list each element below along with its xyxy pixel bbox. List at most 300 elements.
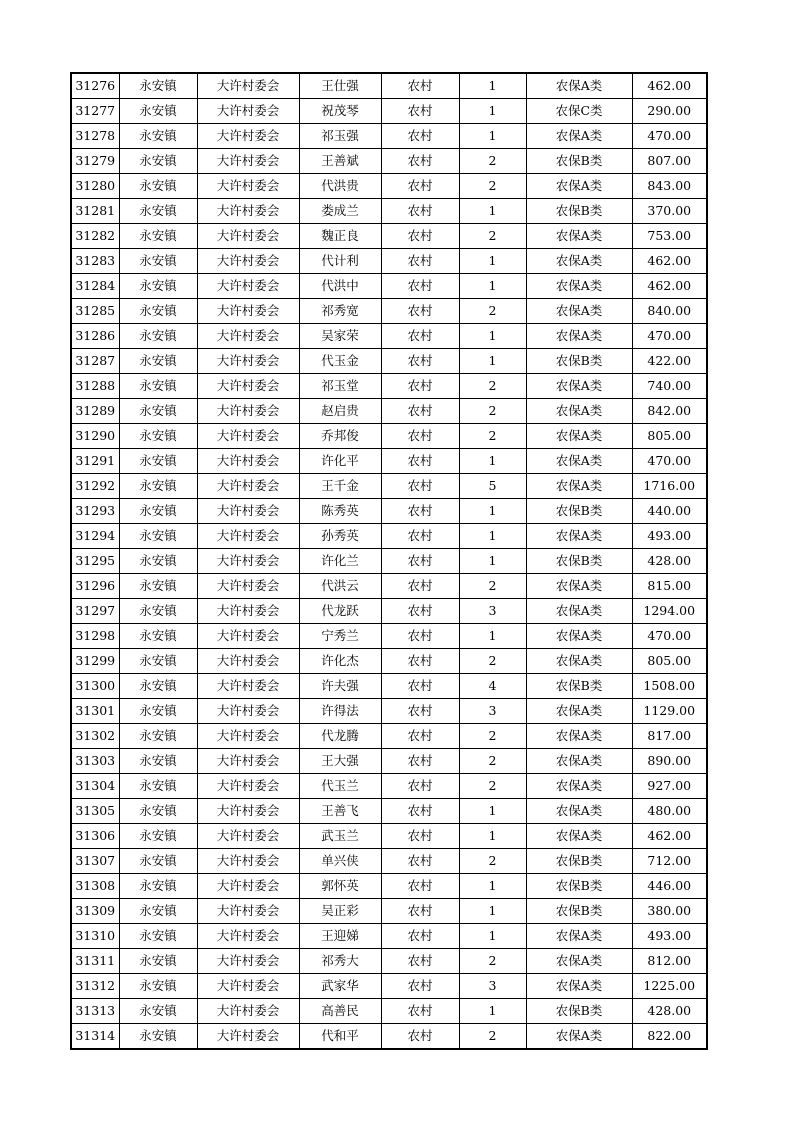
area-cell: 农村 <box>381 849 459 874</box>
town-cell: 永安镇 <box>119 449 197 474</box>
id-cell: 31285 <box>71 299 119 324</box>
id-cell: 31299 <box>71 649 119 674</box>
amount-cell: 440.00 <box>632 499 707 524</box>
name-cell: 王善飞 <box>299 799 381 824</box>
table-row <box>71 524 707 549</box>
village-cell: 大许村委会 <box>197 174 299 199</box>
id-cell: 31301 <box>71 699 119 724</box>
area-cell: 农村 <box>381 949 459 974</box>
village-cell: 大许村委会 <box>197 374 299 399</box>
amount-cell: 1129.00 <box>632 699 707 724</box>
category-cell: 农保B类 <box>526 499 632 524</box>
id-cell: 31306 <box>71 824 119 849</box>
table-row <box>71 824 707 849</box>
table-row <box>71 1024 707 1050</box>
count-cell: 1 <box>459 99 526 124</box>
area-cell: 农村 <box>381 649 459 674</box>
id-cell: 31284 <box>71 274 119 299</box>
area-cell: 农村 <box>381 249 459 274</box>
name-cell: 代玉兰 <box>299 774 381 799</box>
count-cell: 1 <box>459 124 526 149</box>
id-cell: 31304 <box>71 774 119 799</box>
count-cell: 2 <box>459 399 526 424</box>
name-cell: 祁玉堂 <box>299 374 381 399</box>
table-row <box>71 849 707 874</box>
amount-cell: 1294.00 <box>632 599 707 624</box>
area-cell: 农村 <box>381 749 459 774</box>
count-cell: 3 <box>459 974 526 999</box>
amount-cell: 807.00 <box>632 149 707 174</box>
table-row <box>71 974 707 999</box>
count-cell: 4 <box>459 674 526 699</box>
category-cell: 农保B类 <box>526 899 632 924</box>
table-row <box>71 174 707 199</box>
id-cell: 31289 <box>71 399 119 424</box>
table-row <box>71 249 707 274</box>
town-cell: 永安镇 <box>119 474 197 499</box>
name-cell: 代龙跃 <box>299 599 381 624</box>
table-row <box>71 349 707 374</box>
village-cell: 大许村委会 <box>197 774 299 799</box>
village-cell: 大许村委会 <box>197 824 299 849</box>
town-cell: 永安镇 <box>119 224 197 249</box>
name-cell: 代和平 <box>299 1024 381 1050</box>
town-cell: 永安镇 <box>119 124 197 149</box>
name-cell: 宁秀兰 <box>299 624 381 649</box>
count-cell: 1 <box>459 199 526 224</box>
amount-cell: 493.00 <box>632 924 707 949</box>
count-cell: 2 <box>459 774 526 799</box>
village-cell: 大许村委会 <box>197 724 299 749</box>
amount-cell: 817.00 <box>632 724 707 749</box>
count-cell: 2 <box>459 574 526 599</box>
amount-cell: 470.00 <box>632 324 707 349</box>
count-cell: 1 <box>459 274 526 299</box>
amount-cell: 753.00 <box>632 224 707 249</box>
table-row <box>71 449 707 474</box>
id-cell: 31278 <box>71 124 119 149</box>
category-cell: 农保B类 <box>526 149 632 174</box>
id-cell: 31297 <box>71 599 119 624</box>
table-row <box>71 424 707 449</box>
count-cell: 1 <box>459 799 526 824</box>
id-cell: 31277 <box>71 99 119 124</box>
town-cell: 永安镇 <box>119 73 197 99</box>
category-cell: 农保A类 <box>526 249 632 274</box>
table-row <box>71 549 707 574</box>
village-cell: 大许村委会 <box>197 474 299 499</box>
count-cell: 2 <box>459 949 526 974</box>
table-row <box>71 649 707 674</box>
name-cell: 高善民 <box>299 999 381 1024</box>
count-cell: 2 <box>459 749 526 774</box>
category-cell: 农保A类 <box>526 524 632 549</box>
category-cell: 农保A类 <box>526 799 632 824</box>
area-cell: 农村 <box>381 324 459 349</box>
amount-cell: 470.00 <box>632 624 707 649</box>
village-cell: 大许村委会 <box>197 124 299 149</box>
category-cell: 农保B类 <box>526 999 632 1024</box>
id-cell: 31292 <box>71 474 119 499</box>
town-cell: 永安镇 <box>119 624 197 649</box>
category-cell: 农保A类 <box>526 574 632 599</box>
village-cell: 大许村委会 <box>197 524 299 549</box>
id-cell: 31288 <box>71 374 119 399</box>
area-cell: 农村 <box>381 424 459 449</box>
table-row <box>71 599 707 624</box>
name-cell: 孙秀英 <box>299 524 381 549</box>
category-cell: 农保A类 <box>526 299 632 324</box>
table-body <box>71 73 707 1049</box>
count-cell: 2 <box>459 1024 526 1050</box>
town-cell: 永安镇 <box>119 599 197 624</box>
name-cell: 许化杰 <box>299 649 381 674</box>
village-cell: 大许村委会 <box>197 499 299 524</box>
town-cell: 永安镇 <box>119 1024 197 1050</box>
count-cell: 2 <box>459 224 526 249</box>
town-cell: 永安镇 <box>119 949 197 974</box>
table-row <box>71 749 707 774</box>
amount-cell: 422.00 <box>632 349 707 374</box>
area-cell: 农村 <box>381 599 459 624</box>
town-cell: 永安镇 <box>119 824 197 849</box>
id-cell: 31280 <box>71 174 119 199</box>
town-cell: 永安镇 <box>119 274 197 299</box>
category-cell: 农保A类 <box>526 599 632 624</box>
name-cell: 魏正良 <box>299 224 381 249</box>
area-cell: 农村 <box>381 474 459 499</box>
id-cell: 31309 <box>71 899 119 924</box>
table-row <box>71 724 707 749</box>
town-cell: 永安镇 <box>119 849 197 874</box>
id-cell: 31308 <box>71 874 119 899</box>
name-cell: 许夫强 <box>299 674 381 699</box>
name-cell: 陈秀英 <box>299 499 381 524</box>
category-cell: 农保A类 <box>526 399 632 424</box>
name-cell: 武家华 <box>299 974 381 999</box>
category-cell: 农保B类 <box>526 199 632 224</box>
id-cell: 31302 <box>71 724 119 749</box>
town-cell: 永安镇 <box>119 324 197 349</box>
village-cell: 大许村委会 <box>197 224 299 249</box>
table-row <box>71 774 707 799</box>
town-cell: 永安镇 <box>119 524 197 549</box>
name-cell: 祁秀宽 <box>299 299 381 324</box>
data-table <box>70 72 708 1050</box>
count-cell: 1 <box>459 249 526 274</box>
count-cell: 1 <box>459 524 526 549</box>
table-row <box>71 699 707 724</box>
count-cell: 1 <box>459 824 526 849</box>
area-cell: 农村 <box>381 724 459 749</box>
village-cell: 大许村委会 <box>197 649 299 674</box>
name-cell: 王千金 <box>299 474 381 499</box>
count-cell: 2 <box>459 724 526 749</box>
category-cell: 农保A类 <box>526 649 632 674</box>
id-cell: 31279 <box>71 149 119 174</box>
table-row <box>71 274 707 299</box>
id-cell: 31312 <box>71 974 119 999</box>
table-row <box>71 674 707 699</box>
area-cell: 农村 <box>381 374 459 399</box>
village-cell: 大许村委会 <box>197 749 299 774</box>
id-cell: 31311 <box>71 949 119 974</box>
village-cell: 大许村委会 <box>197 899 299 924</box>
name-cell: 代洪云 <box>299 574 381 599</box>
amount-cell: 740.00 <box>632 374 707 399</box>
amount-cell: 462.00 <box>632 73 707 99</box>
name-cell: 吴家荣 <box>299 324 381 349</box>
name-cell: 许化兰 <box>299 549 381 574</box>
name-cell: 许得法 <box>299 699 381 724</box>
name-cell: 祝茂琴 <box>299 99 381 124</box>
area-cell: 农村 <box>381 499 459 524</box>
count-cell: 3 <box>459 599 526 624</box>
village-cell: 大许村委会 <box>197 699 299 724</box>
count-cell: 2 <box>459 149 526 174</box>
area-cell: 农村 <box>381 974 459 999</box>
amount-cell: 890.00 <box>632 749 707 774</box>
count-cell: 1 <box>459 499 526 524</box>
amount-cell: 462.00 <box>632 249 707 274</box>
amount-cell: 493.00 <box>632 524 707 549</box>
village-cell: 大许村委会 <box>197 849 299 874</box>
table-row <box>71 299 707 324</box>
count-cell: 1 <box>459 624 526 649</box>
id-cell: 31294 <box>71 524 119 549</box>
town-cell: 永安镇 <box>119 399 197 424</box>
count-cell: 1 <box>459 73 526 99</box>
area-cell: 农村 <box>381 349 459 374</box>
table-row <box>71 899 707 924</box>
town-cell: 永安镇 <box>119 874 197 899</box>
table-row <box>71 374 707 399</box>
area-cell: 农村 <box>381 199 459 224</box>
count-cell: 1 <box>459 924 526 949</box>
name-cell: 代玉金 <box>299 349 381 374</box>
name-cell: 王大强 <box>299 749 381 774</box>
amount-cell: 1225.00 <box>632 974 707 999</box>
table-row <box>71 324 707 349</box>
table-row <box>71 149 707 174</box>
id-cell: 31305 <box>71 799 119 824</box>
count-cell: 1 <box>459 349 526 374</box>
category-cell: 农保A类 <box>526 949 632 974</box>
village-cell: 大许村委会 <box>197 399 299 424</box>
area-cell: 农村 <box>381 874 459 899</box>
amount-cell: 712.00 <box>632 849 707 874</box>
table-row <box>71 949 707 974</box>
town-cell: 永安镇 <box>119 374 197 399</box>
village-cell: 大许村委会 <box>197 924 299 949</box>
amount-cell: 446.00 <box>632 874 707 899</box>
amount-cell: 822.00 <box>632 1024 707 1050</box>
area-cell: 农村 <box>381 124 459 149</box>
id-cell: 31298 <box>71 624 119 649</box>
category-cell: 农保A类 <box>526 174 632 199</box>
village-cell: 大许村委会 <box>197 974 299 999</box>
village-cell: 大许村委会 <box>197 424 299 449</box>
table-row <box>71 474 707 499</box>
town-cell: 永安镇 <box>119 149 197 174</box>
village-cell: 大许村委会 <box>197 949 299 974</box>
area-cell: 农村 <box>381 224 459 249</box>
id-cell: 31300 <box>71 674 119 699</box>
id-cell: 31282 <box>71 224 119 249</box>
town-cell: 永安镇 <box>119 774 197 799</box>
amount-cell: 428.00 <box>632 999 707 1024</box>
area-cell: 农村 <box>381 624 459 649</box>
area-cell: 农村 <box>381 674 459 699</box>
table-row <box>71 874 707 899</box>
category-cell: 农保B类 <box>526 674 632 699</box>
amount-cell: 480.00 <box>632 799 707 824</box>
town-cell: 永安镇 <box>119 574 197 599</box>
category-cell: 农保A类 <box>526 624 632 649</box>
category-cell: 农保B类 <box>526 849 632 874</box>
count-cell: 3 <box>459 699 526 724</box>
count-cell: 1 <box>459 899 526 924</box>
town-cell: 永安镇 <box>119 424 197 449</box>
id-cell: 31310 <box>71 924 119 949</box>
name-cell: 王迎娣 <box>299 924 381 949</box>
id-cell: 31307 <box>71 849 119 874</box>
category-cell: 农保A类 <box>526 324 632 349</box>
category-cell: 农保A类 <box>526 724 632 749</box>
id-cell: 31314 <box>71 1024 119 1050</box>
category-cell: 农保A类 <box>526 474 632 499</box>
table-row <box>71 124 707 149</box>
category-cell: 农保A类 <box>526 824 632 849</box>
id-cell: 31283 <box>71 249 119 274</box>
category-cell: 农保B类 <box>526 549 632 574</box>
category-cell: 农保A类 <box>526 749 632 774</box>
village-cell: 大许村委会 <box>197 299 299 324</box>
category-cell: 农保A类 <box>526 774 632 799</box>
id-cell: 31293 <box>71 499 119 524</box>
amount-cell: 290.00 <box>632 99 707 124</box>
id-cell: 31276 <box>71 73 119 99</box>
town-cell: 永安镇 <box>119 724 197 749</box>
name-cell: 代龙腾 <box>299 724 381 749</box>
id-cell: 31287 <box>71 349 119 374</box>
amount-cell: 805.00 <box>632 649 707 674</box>
area-cell: 农村 <box>381 924 459 949</box>
name-cell: 代计利 <box>299 249 381 274</box>
count-cell: 1 <box>459 324 526 349</box>
amount-cell: 470.00 <box>632 124 707 149</box>
name-cell: 祁玉强 <box>299 124 381 149</box>
amount-cell: 927.00 <box>632 774 707 799</box>
category-cell: 农保A类 <box>526 699 632 724</box>
id-cell: 31286 <box>71 324 119 349</box>
category-cell: 农保A类 <box>526 424 632 449</box>
area-cell: 农村 <box>381 549 459 574</box>
count-cell: 2 <box>459 649 526 674</box>
amount-cell: 462.00 <box>632 824 707 849</box>
count-cell: 2 <box>459 299 526 324</box>
category-cell: 农保B类 <box>526 349 632 374</box>
name-cell: 代洪贵 <box>299 174 381 199</box>
town-cell: 永安镇 <box>119 649 197 674</box>
area-cell: 农村 <box>381 824 459 849</box>
amount-cell: 380.00 <box>632 899 707 924</box>
amount-cell: 840.00 <box>632 299 707 324</box>
town-cell: 永安镇 <box>119 349 197 374</box>
count-cell: 1 <box>459 549 526 574</box>
village-cell: 大许村委会 <box>197 274 299 299</box>
town-cell: 永安镇 <box>119 749 197 774</box>
village-cell: 大许村委会 <box>197 349 299 374</box>
town-cell: 永安镇 <box>119 299 197 324</box>
name-cell: 单兴侠 <box>299 849 381 874</box>
category-cell: 农保A类 <box>526 449 632 474</box>
town-cell: 永安镇 <box>119 674 197 699</box>
table-row <box>71 499 707 524</box>
area-cell: 农村 <box>381 274 459 299</box>
area-cell: 农村 <box>381 899 459 924</box>
count-cell: 2 <box>459 174 526 199</box>
area-cell: 农村 <box>381 799 459 824</box>
area-cell: 农村 <box>381 449 459 474</box>
area-cell: 农村 <box>381 99 459 124</box>
village-cell: 大许村委会 <box>197 73 299 99</box>
name-cell: 吴正彩 <box>299 899 381 924</box>
name-cell: 郭怀英 <box>299 874 381 899</box>
amount-cell: 1508.00 <box>632 674 707 699</box>
area-cell: 农村 <box>381 174 459 199</box>
amount-cell: 1716.00 <box>632 474 707 499</box>
town-cell: 永安镇 <box>119 249 197 274</box>
category-cell: 农保C类 <box>526 99 632 124</box>
amount-cell: 815.00 <box>632 574 707 599</box>
table-row <box>71 224 707 249</box>
town-cell: 永安镇 <box>119 974 197 999</box>
id-cell: 31281 <box>71 199 119 224</box>
area-cell: 农村 <box>381 149 459 174</box>
id-cell: 31291 <box>71 449 119 474</box>
village-cell: 大许村委会 <box>197 599 299 624</box>
name-cell: 祁秀大 <box>299 949 381 974</box>
town-cell: 永安镇 <box>119 199 197 224</box>
category-cell: 农保A类 <box>526 274 632 299</box>
area-cell: 农村 <box>381 299 459 324</box>
table-row <box>71 73 707 99</box>
id-cell: 31313 <box>71 999 119 1024</box>
count-cell: 2 <box>459 849 526 874</box>
id-cell: 31303 <box>71 749 119 774</box>
village-cell: 大许村委会 <box>197 799 299 824</box>
name-cell: 王善斌 <box>299 149 381 174</box>
village-cell: 大许村委会 <box>197 199 299 224</box>
count-cell: 1 <box>459 999 526 1024</box>
area-cell: 农村 <box>381 999 459 1024</box>
area-cell: 农村 <box>381 774 459 799</box>
category-cell: 农保A类 <box>526 374 632 399</box>
area-cell: 农村 <box>381 524 459 549</box>
village-cell: 大许村委会 <box>197 324 299 349</box>
table-row <box>71 199 707 224</box>
village-cell: 大许村委会 <box>197 449 299 474</box>
count-cell: 5 <box>459 474 526 499</box>
village-cell: 大许村委会 <box>197 1024 299 1050</box>
name-cell: 许化平 <box>299 449 381 474</box>
id-cell: 31295 <box>71 549 119 574</box>
village-cell: 大许村委会 <box>197 99 299 124</box>
town-cell: 永安镇 <box>119 699 197 724</box>
table-row <box>71 799 707 824</box>
id-cell: 31290 <box>71 424 119 449</box>
